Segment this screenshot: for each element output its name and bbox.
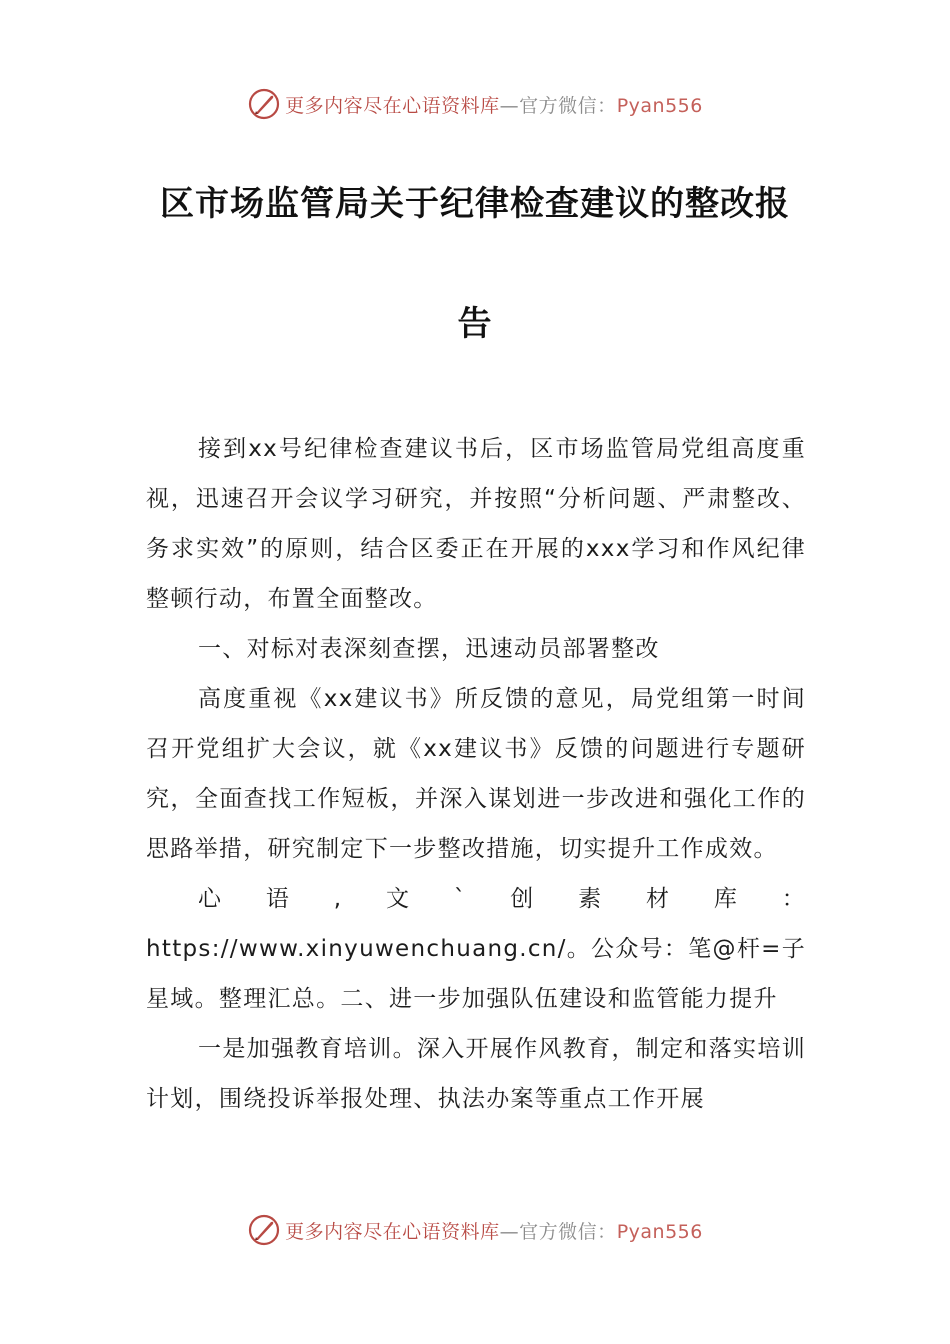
watermark-id: Pyan556 <box>616 1220 703 1243</box>
footer-watermark <box>0 1210 950 1250</box>
document-title-line1: 区市场监管局关于纪律检查建议的整改报 <box>160 184 790 224</box>
quill-pen-icon <box>247 87 281 121</box>
paragraph-section-one-body: 高度重视《xx建议书》所反馈的意见，局党组第一时间召开党组扩大会议，就《xx建议书》反馈的问题进行专题研究，全面查找工作短板，并深入谋划进一步改进和强化工作的思路举措，研究制定下一步整改措施，切实提升工作成效。 <box>146 686 806 862</box>
watermark-brand: 更多内容尽在心语资料库 <box>285 94 500 117</box>
watermark-official: —官方微信： <box>499 1220 617 1243</box>
watermark-official: —官方微信： <box>499 94 617 117</box>
paragraph-section-one-heading: 一、对标对表深刻查摆，迅速动员部署整改 <box>198 636 660 662</box>
paragraph-intro: 接到xx号纪律检查建议书后，区市场监管局党组高度重视，迅速召开会议学习研究，并按照“分析问题、严肃整改、务求实效”的原则，结合区委正在开展的xxx学习和作风纪律整顿行动，布置全面整改。 <box>146 436 806 612</box>
quill-pen-icon <box>247 1213 281 1247</box>
header-watermark <box>0 84 950 124</box>
document-title-line2: 告 <box>457 304 493 344</box>
watermark-brand: 更多内容尽在心语资料库 <box>285 1220 500 1243</box>
watermark-text <box>285 1217 703 1244</box>
document-body <box>146 424 806 1124</box>
watermark-id: Pyan556 <box>616 94 703 117</box>
paragraph-training: 一是加强教育培训。深入开展作风教育，制定和落实培训计划，围绕投诉举报处理、执法办案等重点工作开展 <box>146 1036 806 1112</box>
paragraph-source-note: 心语,文`创素材库：https://www.xinyuwenchuang.cn/。公众号：笔@杆=子星域。整理汇总。二、进一步加强队伍建设和监管能力提升 <box>146 886 807 1012</box>
watermark-text <box>285 91 703 118</box>
